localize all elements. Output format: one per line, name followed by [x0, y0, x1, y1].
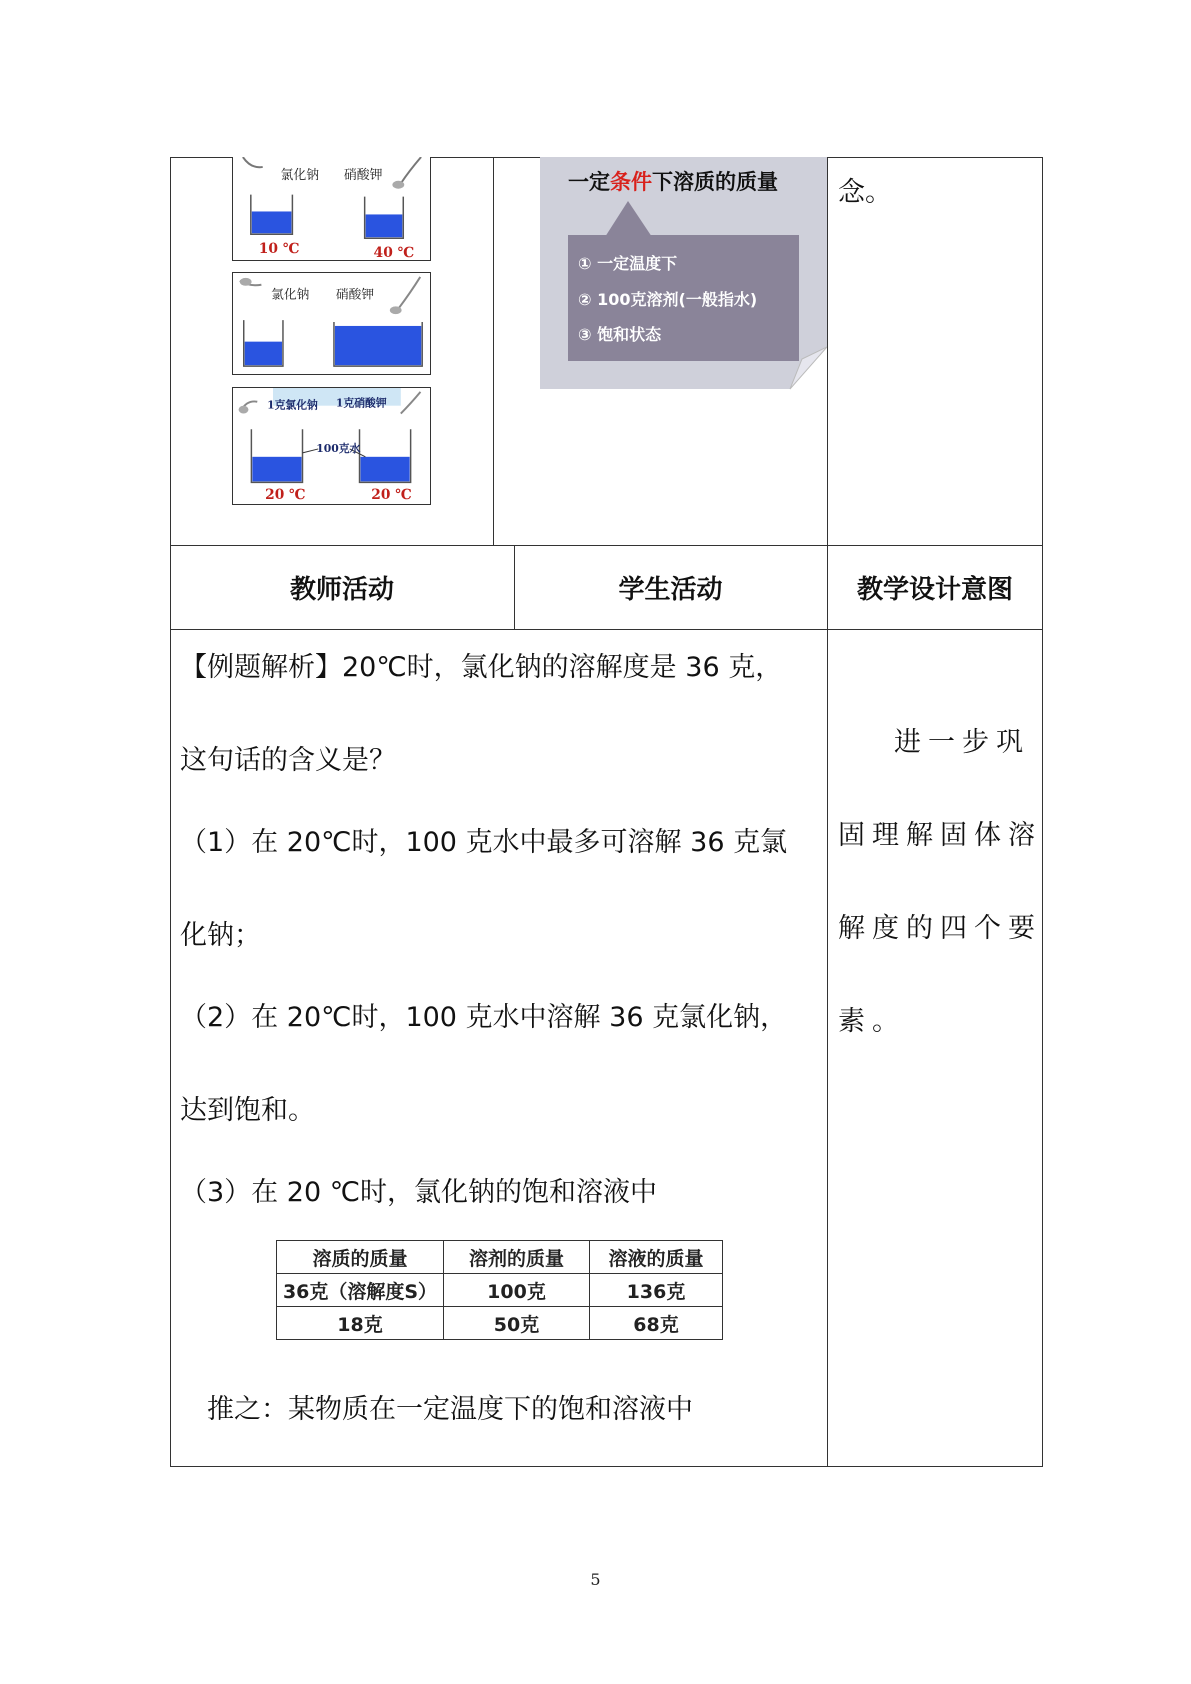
beaker-figure-2 — [232, 272, 431, 375]
table-cell: 100克 — [444, 1274, 590, 1307]
concept-item-solvent: ② 100克溶剂(一般指水) — [578, 290, 758, 309]
table-row — [277, 1307, 723, 1340]
sodium-chloride-label: 氯化钠 — [280, 167, 320, 183]
concept-card-title: 一定条件下溶质的质量 — [568, 170, 778, 194]
intent-line-3: 解度的四个要 — [838, 913, 1042, 944]
answer-1-line-cont: 化钠； — [180, 920, 261, 951]
answer-2-line-cont: 达到饱和。 — [180, 1095, 315, 1126]
example-question-line: 这句话的含义是？ — [180, 745, 396, 776]
table-cell: 36克（溶解度S） — [277, 1274, 444, 1307]
concept-item-saturated: ③ 饱和状态 — [578, 325, 662, 344]
intent-line-4: 素。 — [838, 1006, 906, 1037]
intent-line-2: 固理解固体溶 — [838, 820, 1042, 851]
temperature-20-right-label: 20 ℃ — [371, 487, 412, 504]
one-gram-nacl-label: 1克氯化钠 — [267, 398, 318, 412]
table-header: 溶剂的质量 — [444, 1241, 590, 1274]
potassium-nitrate-label: 硝酸钾 — [335, 287, 375, 303]
table-cell: 18克 — [277, 1307, 444, 1340]
sodium-chloride-label: 氯化钠 — [271, 287, 310, 303]
water-100g-label: 100克水 — [316, 441, 361, 455]
table-header: 溶质的质量 — [277, 1241, 444, 1274]
temperature-20-left-label: 20 ℃ — [265, 487, 306, 504]
table-cell: 136克 — [590, 1274, 723, 1307]
example-analysis-line: 【例题解析】20℃时，氯化钠的溶解度是 36 克， — [180, 652, 783, 683]
table-header: 溶液的质量 — [590, 1241, 723, 1274]
answer-2-line: （2）在 20℃时，100 克水中溶解 36 克氯化钠， — [180, 1002, 788, 1033]
temperature-10-label: 10 ℃ — [258, 241, 300, 258]
beaker-figure-3 — [232, 387, 431, 505]
header-design-intent: 教学设计意图 — [856, 574, 1013, 605]
divider — [170, 629, 1043, 630]
intent-line-1: 进一步巩 — [894, 727, 1030, 758]
answer-3-line: （3）在 20 ℃时，氯化钠的饱和溶液中 — [180, 1177, 658, 1208]
table-row — [277, 1274, 723, 1307]
divider — [493, 157, 494, 545]
table-cell: 68克 — [590, 1307, 723, 1340]
page-number: 5 — [590, 1570, 601, 1589]
potassium-nitrate-label: 硝酸钾 — [343, 167, 383, 183]
beaker-figure-1 — [232, 157, 431, 261]
header-teacher-activity: 教师活动 — [289, 574, 394, 605]
header-student-activity: 学生活动 — [618, 574, 723, 605]
table-header-row — [277, 1241, 723, 1274]
answer-1-line: （1）在 20℃时，100 克水中最多可溶解 36 克氯 — [180, 827, 788, 858]
table-cell: 50克 — [444, 1307, 590, 1340]
intent-text-continued: 念。 — [838, 177, 892, 208]
concept-item-temperature: ① 一定温度下 — [578, 254, 678, 273]
solution-mass-table — [276, 1240, 723, 1340]
one-gram-kno3-label: 1克硝酸钾 — [335, 396, 387, 410]
conclusion-line: 推之：某物质在一定温度下的饱和溶液中 — [207, 1394, 693, 1425]
divider — [827, 157, 828, 1467]
temperature-40-label: 40 ℃ — [373, 245, 415, 260]
concept-card — [540, 157, 827, 393]
